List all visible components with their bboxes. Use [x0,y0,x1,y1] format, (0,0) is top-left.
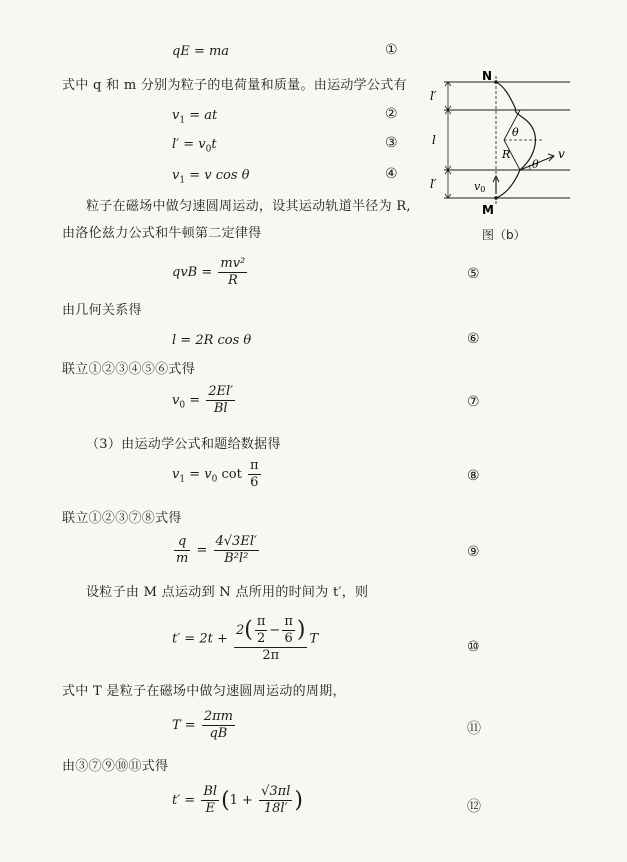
equation-4: $v_1 = v$ cos θ [172,168,250,186]
equation-1: qE = ma [172,44,230,59]
equation-2: $v_1$ = at [172,108,218,126]
equation-number-12: ⑫ [467,799,481,815]
equation-number-1: ① [385,42,398,58]
paragraph-combine-2: 联立①②③⑦⑧式得 [62,511,182,526]
label-r: R [502,148,511,161]
equation-number-8: ⑧ [467,468,480,484]
equation-number-5: ⑤ [467,266,480,282]
equation-number-4: ④ [385,166,398,182]
paragraph-charge-mass: 式中 q 和 m 分别为粒子的电荷量和质量。由运动学公式有 [62,78,407,93]
equation-number-7: ⑦ [467,394,480,410]
equation-3: $l' = v_0t$ [172,137,217,155]
paragraph-final: 由③⑦⑨⑩⑪式得 [62,759,169,774]
equation-number-9: ⑨ [467,544,480,560]
figure-diagram [418,62,588,222]
label-theta-1: θ [512,126,519,139]
equation-8: $v_1 = v_0$ cot $\frac{\pi}{6}$ [172,458,259,490]
equation-number-2: ② [385,106,398,122]
equation-11: T = $\frac{2\pi m}{qB}$ [172,709,233,741]
label-m: M [482,203,494,217]
label-n: N [482,69,493,83]
point-m [494,196,498,200]
equation-number-6: ⑥ [467,331,480,347]
label-theta-2: θ [532,158,539,171]
paragraph-circular-motion: 粒子在磁场中做匀速圆周运动，设其运动轨道半径为 R, [86,199,411,214]
label-l: l [432,133,436,147]
figure-b [418,62,588,222]
point-n [494,80,498,84]
equation-number-11: ⑪ [467,721,481,737]
label-l-prime-bottom: l′ [430,177,437,191]
paragraph-period: 式中 T 是粒子在磁场中做匀速圆周运动的周期， [62,684,346,699]
equation-number-10: ⑩ [467,639,480,655]
paragraph-geometry: 由几何关系得 [62,303,142,318]
equation-number-3: ③ [385,135,398,151]
paragraph-lorentz: 由洛伦兹力公式和牛顿第二定律得 [62,226,262,241]
label-l-prime-top: l′ [430,89,437,103]
equation-5: qvB = $\frac{\text{mv²}}{R}$ [172,256,246,288]
label-v: v [558,147,565,161]
label-v0: v0 [474,180,486,194]
equation-7: $v_0$ = $\frac{2El'}{Bl}$ [172,384,234,416]
paragraph-part-3: （3）由运动学公式和题给数据得 [86,437,281,452]
paragraph-time: 设粒子由 M 点运动到 N 点所用的时间为 t′，则 [86,585,369,600]
equation-6: l = 2R cos θ [172,333,252,348]
figure-caption: 图（b） [482,228,526,242]
paragraph-combine-1: 联立①②③④⑤⑥式得 [62,362,196,377]
equation-9: $\frac{q}{m}$ = $\frac{4√3El'}{\text{B²l²}}$ [176,534,257,566]
equation-12: t′ = $\frac{Bl}{E}$ (1 + $\frac{√3\pi l}{18l'}$ ) [172,784,303,816]
equation-10: t′ = 2t + 2( $\frac{\pi}{2}$ − $\frac{\pi}{6}$ ) 2π T [172,614,319,663]
